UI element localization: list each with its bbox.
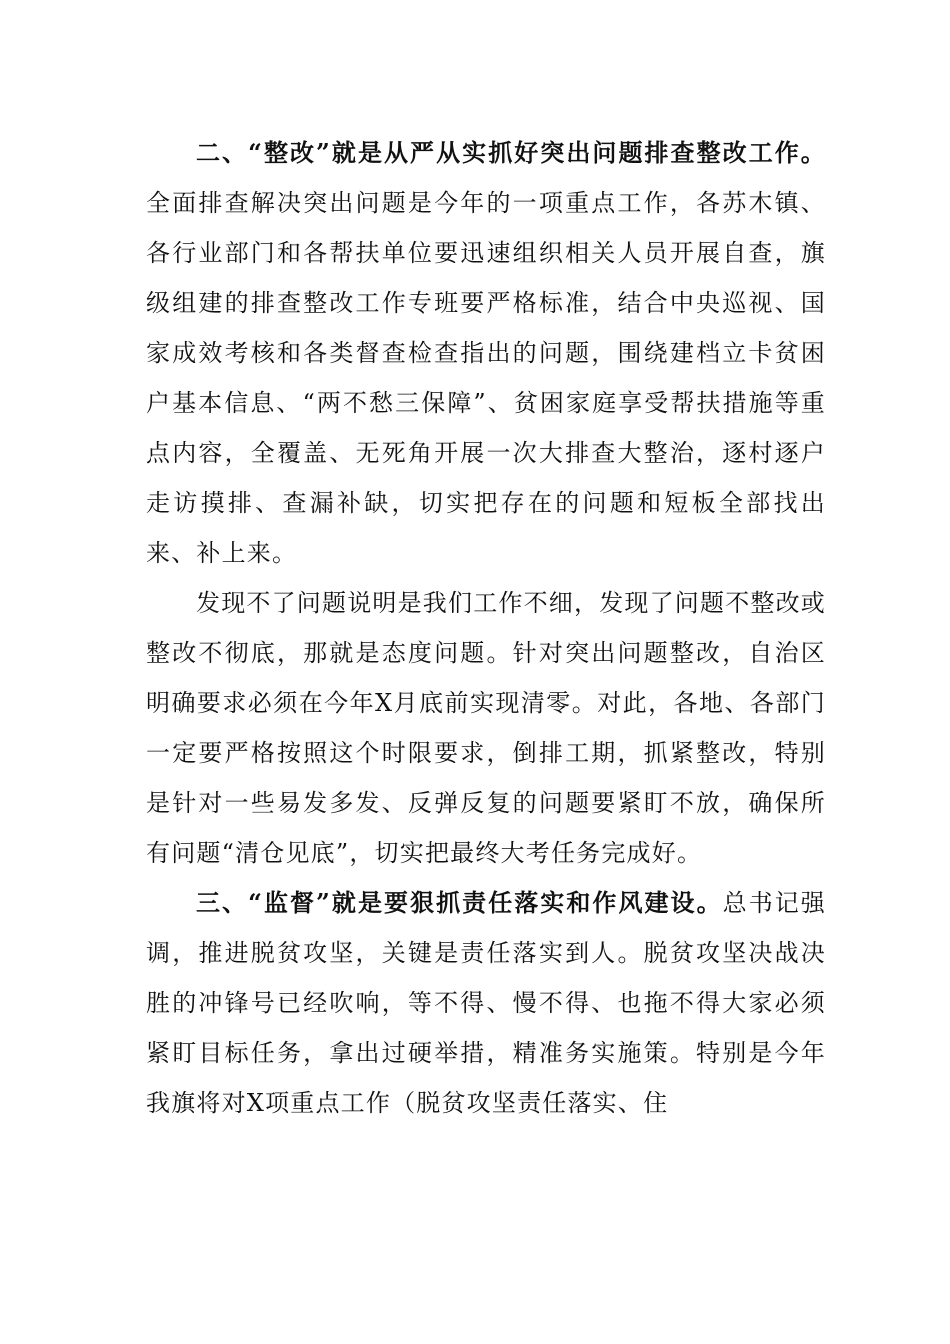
section-two-body: 全面排查解决突出问题是今年的一项重点工作，各苏木镇、各行业部门和各帮扶单位要迅速组织相关人员开展自查，旗级组建的排查整改工作专班要严格标准，结合中央巡视、国家成效考核和各类督查检查指出的问题，围绕建档立卡贫困户基本信息、“两不愁三保障”、贫困家庭享受帮扶措施等重点内容，全覆盖、无死角开展一次大排查大整治，逐村逐户走访摸排、查漏补缺，切实把存在的问题和短板全部找出来、补上来。 (146, 189, 826, 567)
document-body (146, 128, 826, 1128)
rectification-body: 发现不了问题说明是我们工作不细，发现了问题不整改或整改不彻底，那就是态度问题。针对突出问题整改，自治区明确要求必须在今年X月底前实现清零。对此，各地、各部门一定要严格按照这个时限要求，倒排工期，抓紧整改，特别是针对一些易发多发、反弹反复的问题要紧盯不放，确保所有问题“清仓见底”，切实把最终大考任务完成好。 (146, 589, 826, 867)
section-two-paragraph (146, 128, 826, 578)
section-three-body: 总书记强调，推进脱贫攻坚，关键是责任落实到人。脱贫攻坚决战决胜的冲锋号已经吹响，等不得、慢不得、也拖不得大家必须紧盯目标任务，拿出过硬举措，精准务实施策。特别是今年我旗将对X项重点工作（脱贫攻坚责任落实、住 (146, 889, 826, 1117)
section-two-heading: 二、“整改”就是从严从实抓好突出问题排查整改工作。 (196, 138, 826, 167)
section-three-paragraph (146, 878, 826, 1128)
rectification-paragraph (146, 578, 826, 878)
section-three-heading: 三、“监督”就是要狠抓责任落实和作风建设。 (196, 888, 723, 917)
